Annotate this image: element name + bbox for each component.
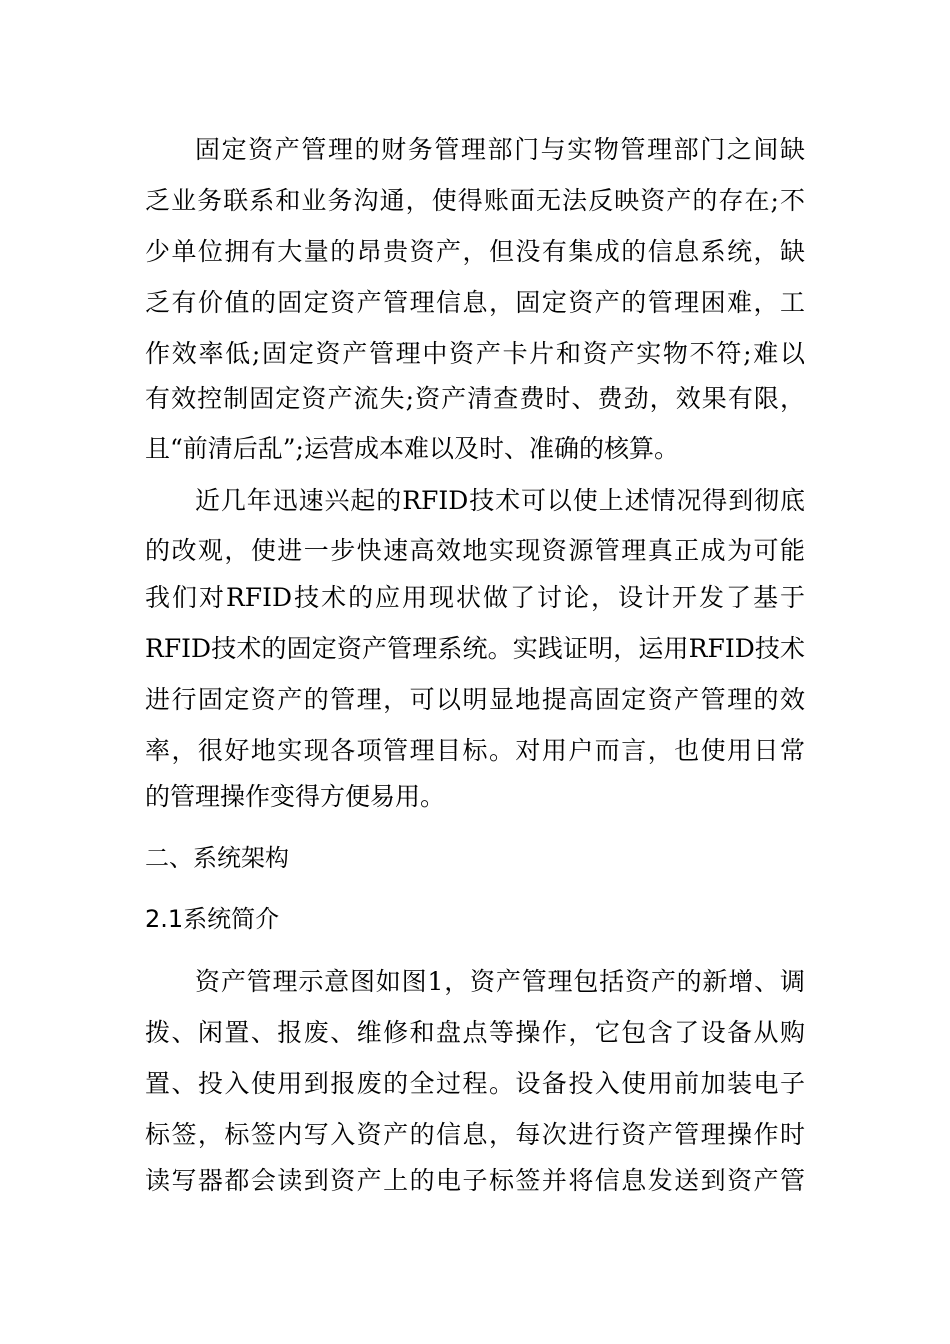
paragraph3-line-2: 拨、闲置、报废、维修和盘点等操作，它包含了设备从购 [145, 1018, 805, 1047]
paragraph1-line-7: 且“前清后乱”;运营成本难以及时、准确的核算。 [145, 434, 679, 463]
paragraph2-line-4: RFID技术的固定资产管理系统。实践证明，运用RFID技术 [145, 634, 805, 663]
paragraph1-line-5: 作效率低;固定资产管理中资产卡片和资产实物不符;难以 [145, 339, 805, 368]
paragraph2-line-7: 的管理操作变得方便易用。 [145, 782, 446, 811]
paragraph3-line-3: 置、投入使用到报废的全过程。设备投入使用前加装电子 [145, 1069, 805, 1098]
paragraph3-line-4: 标签，标签内写入资产的信息，每次进行资产管理操作时 [145, 1120, 805, 1149]
paragraph1-line-4: 乏有价值的固定资产管理信息，固定资产的管理困难，工 [145, 288, 805, 317]
subsection-heading: 2.1系统简介 [145, 905, 280, 933]
paragraph2-line-1: 近几年迅速兴起的RFID技术可以使上述情况得到彻底 [195, 486, 805, 515]
paragraph3-line-5: 读写器都会读到资产上的电子标签并将信息发送到资产管 [145, 1166, 805, 1195]
section-heading: 二、系统架构 [145, 844, 289, 872]
paragraph1-line-1: 固定资产管理的财务管理部门与实物管理部门之间缺 [195, 135, 805, 164]
paragraph2-line-3: 我们对RFID技术的应用现状做了讨论，设计开发了基于 [145, 583, 805, 612]
paragraph2-line-5: 进行固定资产的管理，可以明显地提高固定资产管理的效 [145, 685, 805, 714]
paragraph1-line-6: 有效控制固定资产流失;资产清查费时、费劲，效果有限， [145, 384, 805, 413]
paragraph2-line-6: 率，很好地实现各项管理目标。对用户而言，也使用日常 [145, 736, 805, 765]
paragraph1-line-2: 乏业务联系和业务沟通，使得账面无法反映资产的存在;不 [145, 186, 805, 215]
paragraph1-line-3: 少单位拥有大量的昂贵资产，但没有集成的信息系统，缺 [145, 237, 805, 266]
paragraph2-line-2: 的改观，使进一步快速高效地实现资源管理真正成为可能 [145, 536, 805, 565]
paragraph3-line-1: 资产管理示意图如图1，资产管理包括资产的新增、调 [195, 967, 805, 996]
